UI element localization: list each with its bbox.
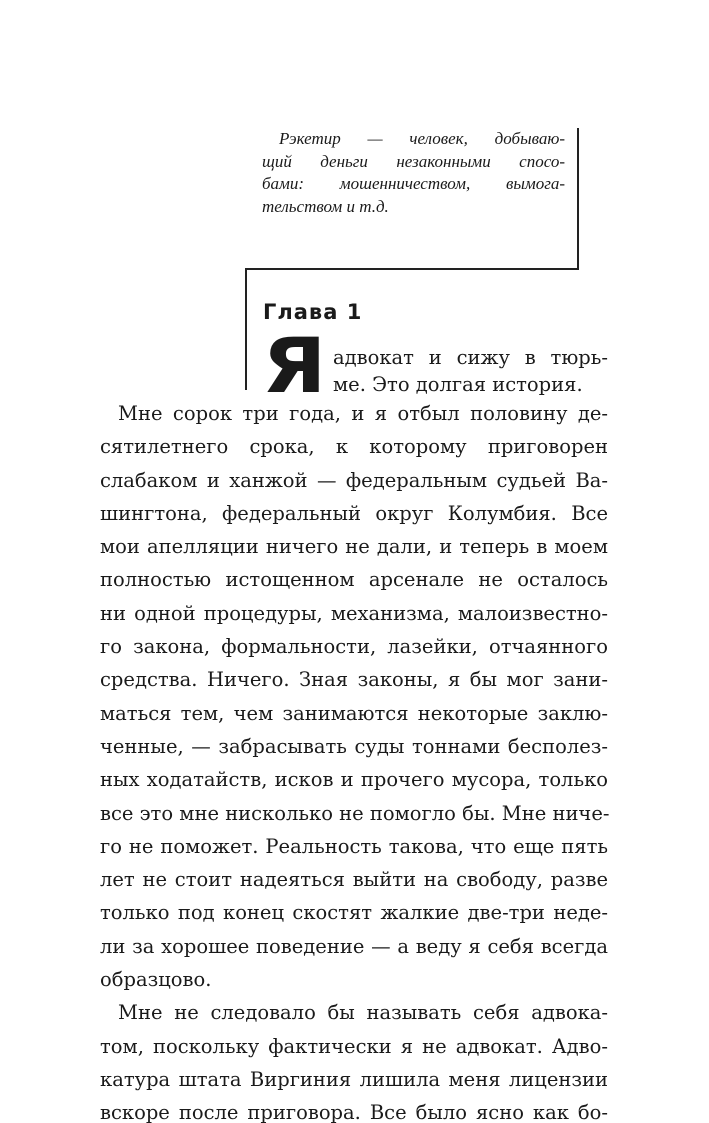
- text-line: го закона, формальности, лазейки, отчаянного: [100, 635, 608, 659]
- text-line: ме. Это долгая история.: [333, 373, 583, 396]
- epigraph: [262, 128, 565, 218]
- text-line: ли за хорошее поведение — а веду я себя всегда: [100, 934, 608, 958]
- epigraph-bottom-rule: [245, 268, 579, 270]
- text-line: образцово.: [100, 968, 212, 992]
- text-line: вскоре после приговора. Все было ясно как бо-: [100, 1101, 608, 1123]
- text-line: полностью истощенном арсенале не осталось: [100, 568, 608, 592]
- epigraph-line: бами: мошенничеством, вымога-: [262, 174, 565, 193]
- text-line: слабаком и ханжой — федеральным судьей Ва-: [100, 468, 608, 492]
- epigraph-line: щий деньги незаконными спосо-: [262, 151, 565, 171]
- epigraph-line: тельством и т.д.: [262, 196, 389, 216]
- text-line: ных ходатайств, исков и прочего мусора, только: [100, 768, 608, 792]
- drop-cap: Я: [262, 321, 327, 410]
- text-line: Мне не следовало бы называть себя адвока-: [118, 1001, 608, 1025]
- chapter-left-rule: [245, 268, 247, 390]
- text-line: шингтона, федеральный округ Колумбия. Все: [100, 501, 608, 525]
- text-line: ченные, — забрасывать суды тоннами бесполез-: [100, 734, 608, 758]
- text-line: мои апелляции ничего не дали, и теперь в моем: [100, 535, 608, 559]
- opening-lines: [333, 344, 608, 398]
- body-text: [100, 397, 608, 1123]
- text-line: катура штата Виргиния лишила меня лицензии: [100, 1067, 608, 1091]
- epigraph-right-rule: [577, 128, 579, 269]
- text-line: го не поможет. Реальность такова, что еще пять: [100, 834, 608, 858]
- chapter-title: Глава 1: [263, 300, 363, 324]
- text-line: средства. Ничего. Зная законы, я бы мог зани-: [100, 668, 608, 692]
- text-line: Мне сорок три года, и я отбыл половину де-: [118, 402, 608, 425]
- epigraph-line: Рэкетир — человек, добываю-: [279, 129, 565, 148]
- text-line: только под конец скостят жалкие две-три неде-: [100, 901, 608, 925]
- text-line: ни одной процедуры, механизма, малоизвестно-: [100, 601, 608, 625]
- text-line: все это мне нисколько не помогло бы. Мне ниче-: [100, 801, 610, 825]
- text-line: том, поскольку фактически я не адвокат. Адво-: [100, 1034, 608, 1058]
- text-line: маться тем, чем занимаются некоторые заклю-: [100, 701, 608, 725]
- text-line: сятилетнего срока, к которому приговорен: [100, 435, 608, 459]
- text-line: лет не стоит надеяться выйти на свободу, разве: [100, 868, 608, 892]
- text-line: адвокат и сижу в тюрь-: [333, 346, 608, 369]
